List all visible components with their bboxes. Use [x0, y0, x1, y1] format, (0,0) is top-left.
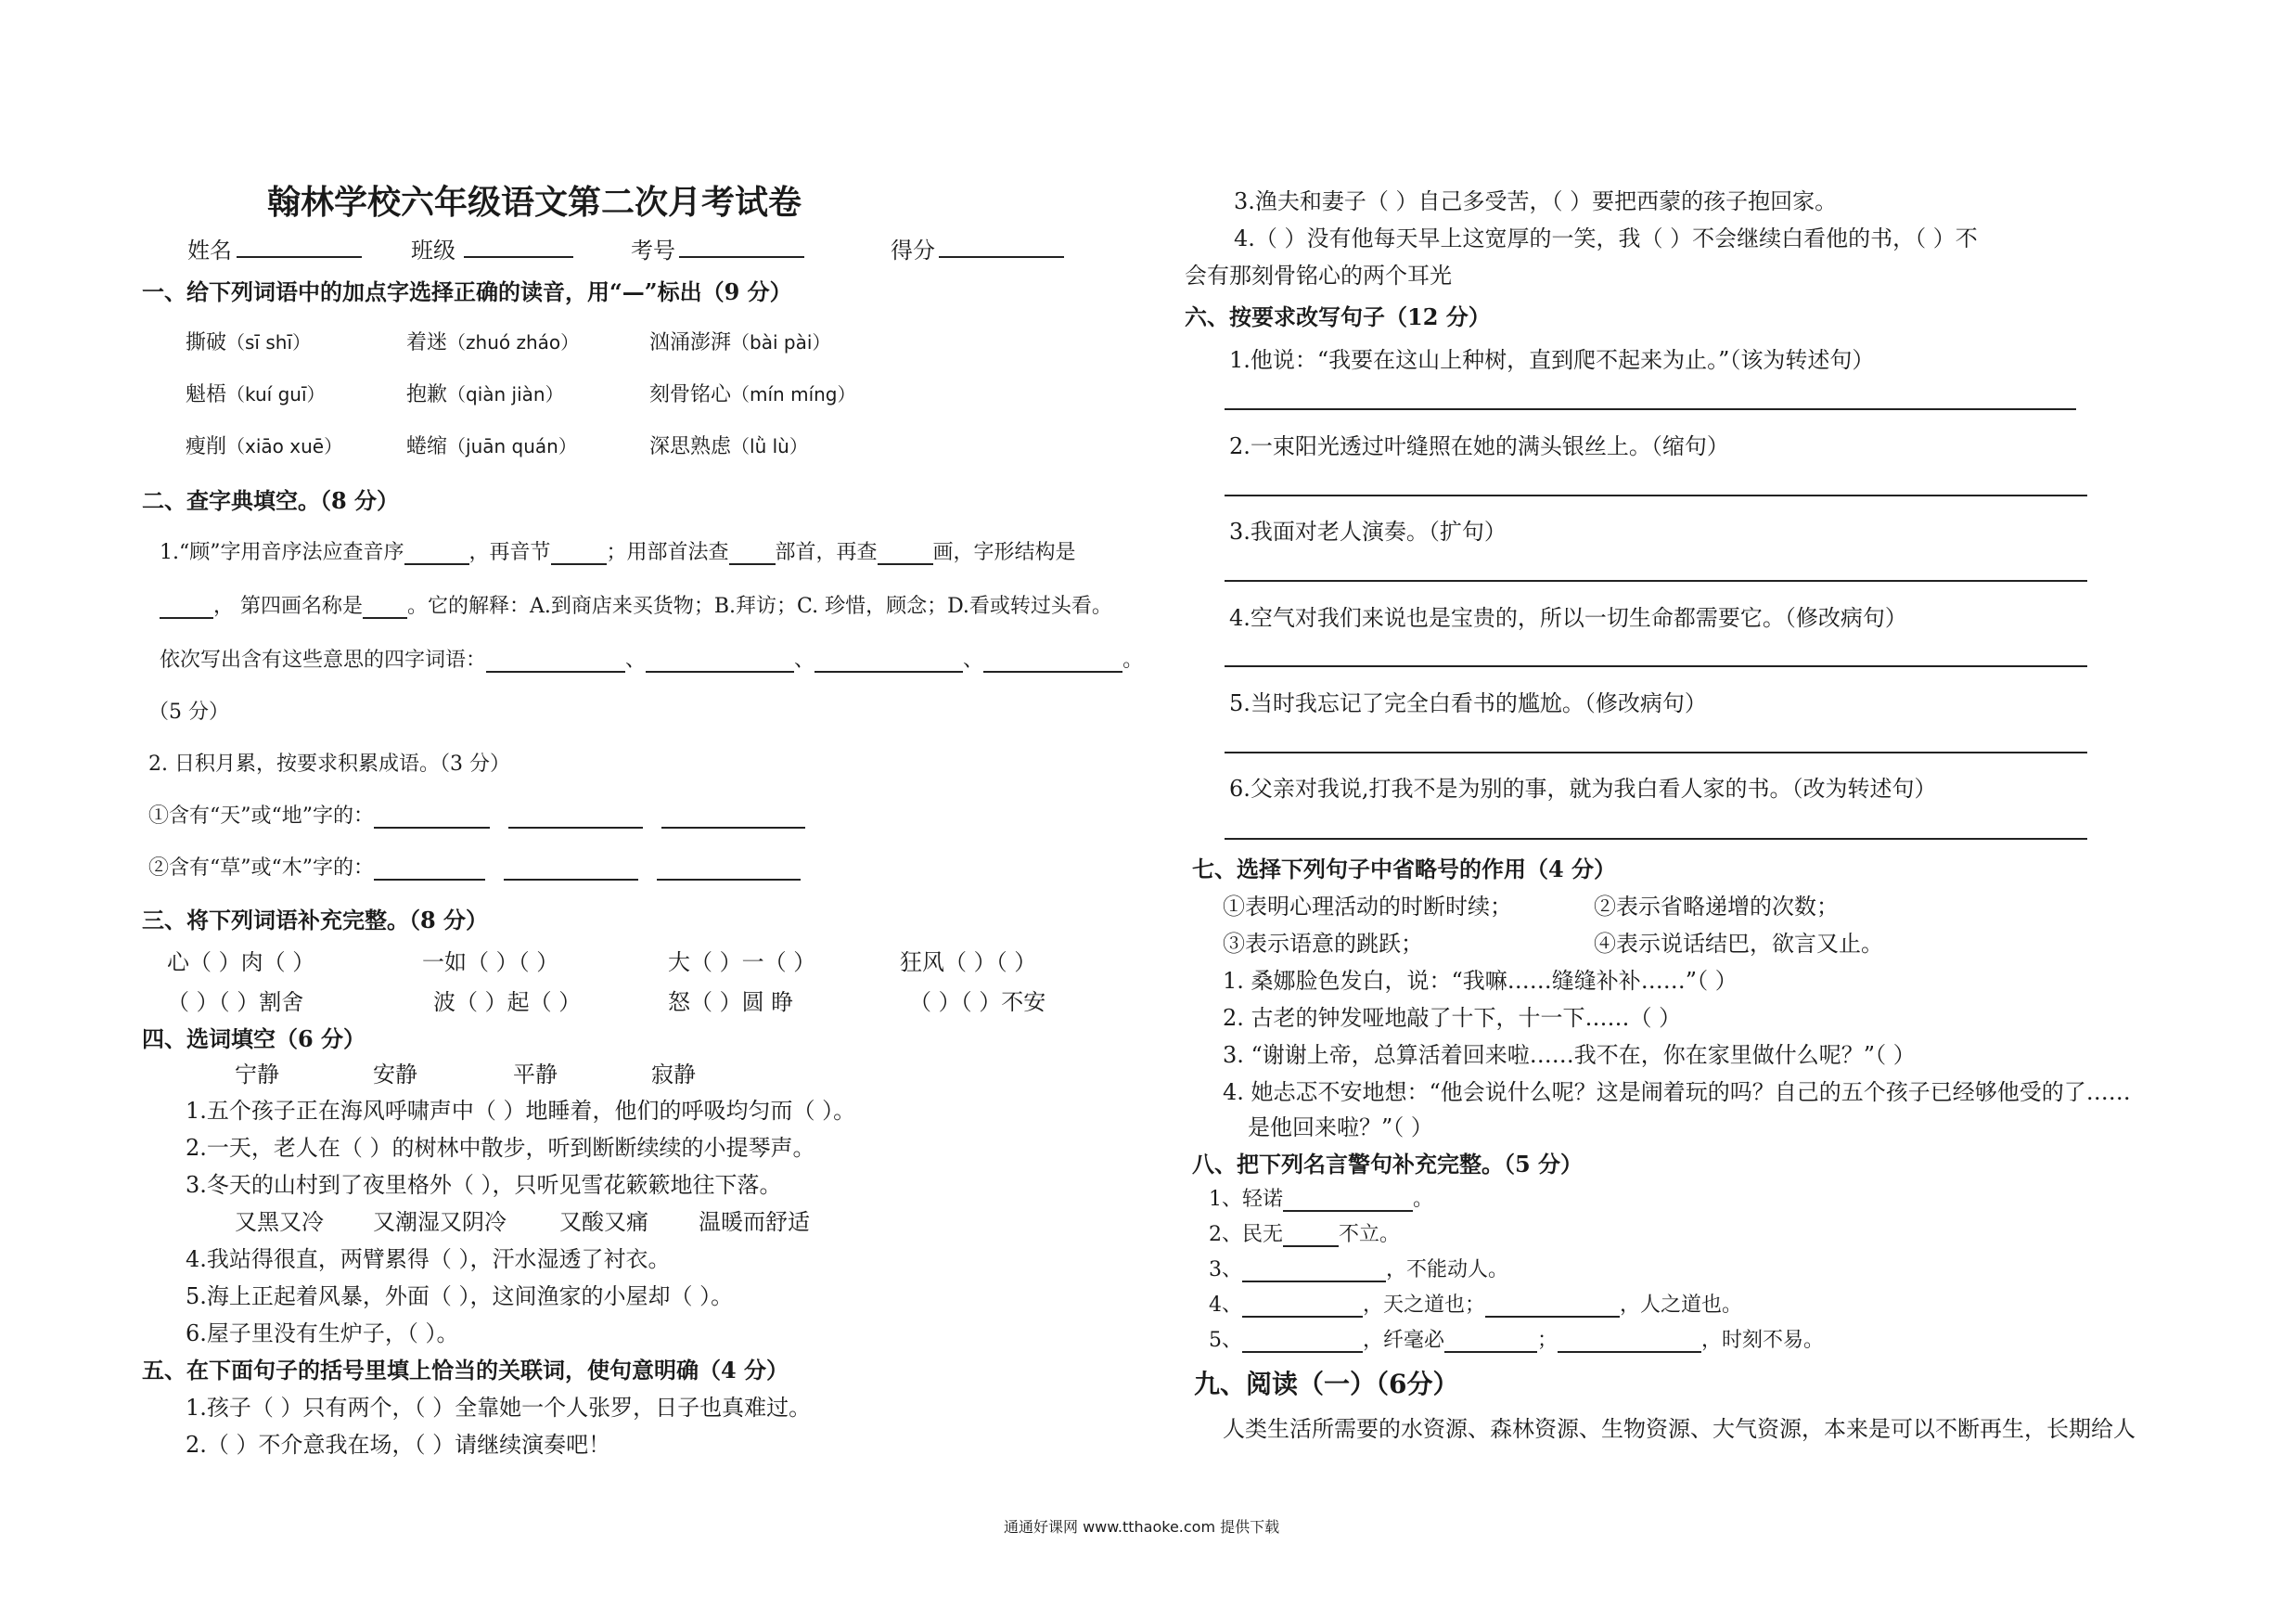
fill-blank[interactable]	[363, 595, 407, 619]
choice-word: 温暖而舒适	[699, 1209, 810, 1235]
word-blank-item: 怒（ ）圆 睁	[668, 989, 794, 1015]
fill-q6: 6.屋子里没有生炉子，（ ）。	[186, 1320, 459, 1346]
name-blank[interactable]	[237, 256, 362, 258]
section-4-heading: 四、选词填空（6 分）	[142, 1025, 366, 1052]
choice-word: 寂静	[651, 1062, 696, 1088]
conj-q3: 3.渔夫和妻子（ ）自己多受苦，（ ）要把西蒙的孩子抱回家。	[1234, 188, 1838, 214]
word-blank-item: 狂风（ ）（ ）	[900, 949, 1037, 975]
answer-line[interactable]	[1225, 838, 2087, 840]
class-label: 班级	[411, 238, 455, 264]
fill-q1: 1.五个孩子正在海风呼啸声中（ ）地睡着，他们的呼吸均匀而（ ）。	[186, 1098, 856, 1124]
section-6-heading: 六、按要求改写句子（12 分）	[1185, 303, 1491, 330]
fill-blank[interactable]	[374, 805, 490, 829]
dictionary-q1-line1: 1.“顾”字用音序法应查音序 ，再音节 ；用部首法查 部首，再查 画，字形结构是	[160, 541, 1076, 564]
fill-blank[interactable]	[374, 856, 485, 881]
section-3-heading: 三、将下列词语补充完整。（8 分）	[142, 907, 489, 933]
section-2-heading: 二、查字典填空。（8 分）	[142, 487, 400, 514]
ellipsis-option: ④表示说话结巴，欲言又止。	[1594, 931, 1883, 957]
word-item: 刻骨铭心（mín míng）	[649, 383, 856, 406]
number-label: 考号	[631, 238, 675, 264]
footer-credit: 通通好课网 www.tthaoke.com 提供下载	[1004, 1518, 1280, 1536]
fill-blank[interactable]	[1444, 1329, 1537, 1353]
fill-blank[interactable]	[815, 649, 963, 673]
conj-q4-line2: 会有那刻骨铭心的两个耳光	[1185, 263, 1452, 289]
section-5-heading: 五、在下面句子的括号里填上恰当的关联词，使句意明确（4 分）	[142, 1357, 789, 1384]
ellipsis-q4-line1: 4. 她忐忑不安地想：“他会说什么呢？这是闹着玩的吗？自己的五个孩子已经够他受的了……	[1223, 1079, 2131, 1105]
answer-line[interactable]	[1225, 580, 2087, 582]
word-blank-item: （ ）（ ）不安	[909, 989, 1046, 1015]
name-label: 姓名	[187, 238, 232, 264]
fill-blank[interactable]	[486, 649, 625, 673]
ellipsis-option: ②表示省略递增的次数；	[1594, 894, 1839, 920]
fill-blank[interactable]	[1242, 1258, 1386, 1282]
word-item: 抱歉（qiàn jiàn）	[406, 383, 564, 406]
word-item: 蜷缩（juān quán）	[406, 435, 577, 458]
answer-line[interactable]	[1225, 665, 2087, 667]
score-label: 得分	[891, 238, 935, 264]
idiom-q2: 2. 日积月累，按要求积累成语。（3 分）	[148, 753, 510, 776]
fill-blank[interactable]	[404, 541, 469, 565]
class-blank[interactable]	[464, 256, 573, 258]
answer-line[interactable]	[1225, 408, 2076, 410]
fill-blank[interactable]	[646, 649, 794, 673]
choice-word: 安静	[373, 1062, 417, 1088]
choice-word: 又酸又痛	[559, 1209, 648, 1235]
fill-q3: 3.冬天的山村到了夜里格外（ ），只听见雪花簌簌地往下落。	[186, 1172, 782, 1198]
ellipsis-option: ①表明心理活动的时断时续；	[1223, 894, 1512, 920]
ellipsis-option: ③表示语意的跳跃；	[1223, 931, 1423, 957]
fill-blank[interactable]	[878, 541, 933, 565]
fill-blank[interactable]	[1283, 1188, 1413, 1212]
idiom-q2a: ①含有“天”或“地”字的：	[148, 800, 805, 829]
word-blank-item: 心（ ）肉（ ）	[167, 949, 315, 975]
dictionary-q1-line2: ， 第四画名称是 。它的解释：A.到商店来买货物；B.拜访；C. 珍惜，顾念；D.看或转过头看。	[160, 590, 1112, 619]
fill-blank[interactable]	[551, 541, 607, 565]
word-item: 撕破（sī shī）	[186, 331, 312, 354]
number-blank[interactable]	[679, 256, 804, 258]
conj-q4-line1: 4.（ ）没有他每天早上这宽厚的一笑，我（ ）不会继续白看他的书，（ ）不	[1234, 225, 1978, 251]
answer-line[interactable]	[1225, 495, 2087, 496]
conj-q2: 2.（ ）不介意我在场，（ ）请继续演奏吧！	[186, 1432, 611, 1458]
ellipsis-q2: 2. 古老的钟发哑地敲了十下，十一下……（ ）	[1223, 1005, 1682, 1031]
word-blank-item: 一如（ ）（ ）	[422, 949, 559, 975]
reading-paragraph: 人类生活所需要的水资源、森林资源、生物资源、大气资源，本来是可以不断再生，长期给人	[1223, 1416, 2136, 1442]
fill-blank[interactable]	[983, 649, 1122, 673]
rewrite-q3: 3.我面对老人演奏。（扩句）	[1229, 519, 1507, 545]
fill-q5: 5.海上正起着风暴，外面（ ），这间渔家的小屋却（ ）。	[186, 1283, 734, 1309]
page-title: 翰林学校六年级语文第二次月考试卷	[267, 183, 802, 222]
fill-blank[interactable]	[661, 805, 805, 829]
choice-word: 平静	[513, 1062, 558, 1088]
fill-blank[interactable]	[1242, 1329, 1363, 1353]
idiom-q2b: ②含有“草”或“木”字的：	[148, 852, 801, 881]
answer-line[interactable]	[1225, 752, 2087, 753]
choice-word: 又潮湿又阴冷	[373, 1209, 507, 1235]
fill-blank[interactable]	[1242, 1294, 1363, 1318]
ellipsis-q4-line2: 是他回来啦？”（ ）	[1248, 1114, 1433, 1140]
dictionary-q1-line3: 依次写出含有这些意思的四字词语： 、 、 、 。	[160, 649, 1144, 672]
ellipsis-q1: 1. 桑娜脸色发白，说：“我嘛……缝缝补补……”（ ）	[1223, 968, 1738, 994]
fill-blank[interactable]	[508, 805, 643, 829]
fill-q4: 4.我站得很直，两臂累得（ ），汗水湿透了衬衣。	[186, 1246, 671, 1272]
section-8-heading: 八、把下列名言警句补充完整。（5 分）	[1192, 1151, 1584, 1178]
word-item: 着迷（zhuó zháo）	[406, 331, 580, 354]
word-item: 瘦削（xiāo xuē）	[186, 435, 343, 458]
section-9-heading: 九、阅读（一）（6分）	[1194, 1369, 1459, 1399]
word-item: 魁梧（kuí guī）	[186, 383, 326, 406]
fill-blank[interactable]	[657, 856, 801, 881]
score-blank[interactable]	[939, 256, 1064, 258]
rewrite-q1: 1.他说：“我要在这山上种树，直到爬不起来为止。”（该为转述句）	[1229, 347, 1875, 373]
fill-blank[interactable]	[160, 595, 213, 619]
rewrite-q5: 5.当时我忘记了完全白看书的尴尬。（修改病句）	[1229, 690, 1707, 716]
word-blank-item: 波（ ）起（ ）	[433, 989, 582, 1015]
word-item: 汹涌澎湃（bài pài）	[649, 331, 831, 354]
rewrite-q6: 6.父亲对我说,打我不是为别的事，就为我白看人家的书。（改为转述句）	[1229, 776, 1937, 802]
fill-blank[interactable]	[1558, 1329, 1701, 1353]
fill-blank[interactable]	[504, 856, 638, 881]
fill-blank[interactable]	[729, 541, 776, 565]
quote-line-1: 1、轻诺 。	[1209, 1188, 1434, 1211]
word-item: 深思熟虑（lǜ lù）	[649, 435, 808, 458]
rewrite-q4: 4.空气对我们来说也是宝贵的，所以一切生命都需要它。（修改病句）	[1229, 605, 1907, 631]
word-blank-item: （ ）（ ）割舍	[167, 989, 304, 1015]
quote-line-3: 3、 ，不能动人。	[1209, 1258, 1509, 1281]
choice-word: 又黑又冷	[235, 1209, 324, 1235]
fill-blank[interactable]	[1485, 1294, 1620, 1318]
quote-line-2: 2、民无 不立。	[1209, 1223, 1401, 1246]
rewrite-q2: 2.一束阳光透过叶缝照在她的满头银丝上。（缩句）	[1229, 433, 1729, 459]
choice-word: 宁静	[235, 1062, 279, 1088]
dictionary-q1-points: （5 分）	[148, 701, 229, 724]
section-1-heading: 一、给下列词语中的加点字选择正确的读音，用“—”标出（9 分）	[142, 278, 792, 305]
ellipsis-q3: 3. “谢谢上帝，总算活着回来啦……我不在，你在家里做什么呢？”（ ）	[1223, 1042, 1916, 1068]
quote-line-4: 4、 ，天之道也； ，人之道也。	[1209, 1294, 1743, 1317]
quote-line-5: 5、 ，纤毫必 ； ，时刻不易。	[1209, 1329, 1825, 1352]
conj-q1: 1.孩子（ ）只有两个，（ ）全靠她一个人张罗，日子也真难过。	[186, 1395, 812, 1421]
word-blank-item: 大（ ）一（ ）	[668, 949, 816, 975]
fill-blank[interactable]	[1283, 1223, 1339, 1247]
fill-q2: 2.一天，老人在（ ）的树林中散步，听到断断续续的小提琴声。	[186, 1135, 815, 1161]
section-7-heading: 七、选择下列句子中省略号的作用（4 分）	[1192, 856, 1617, 882]
